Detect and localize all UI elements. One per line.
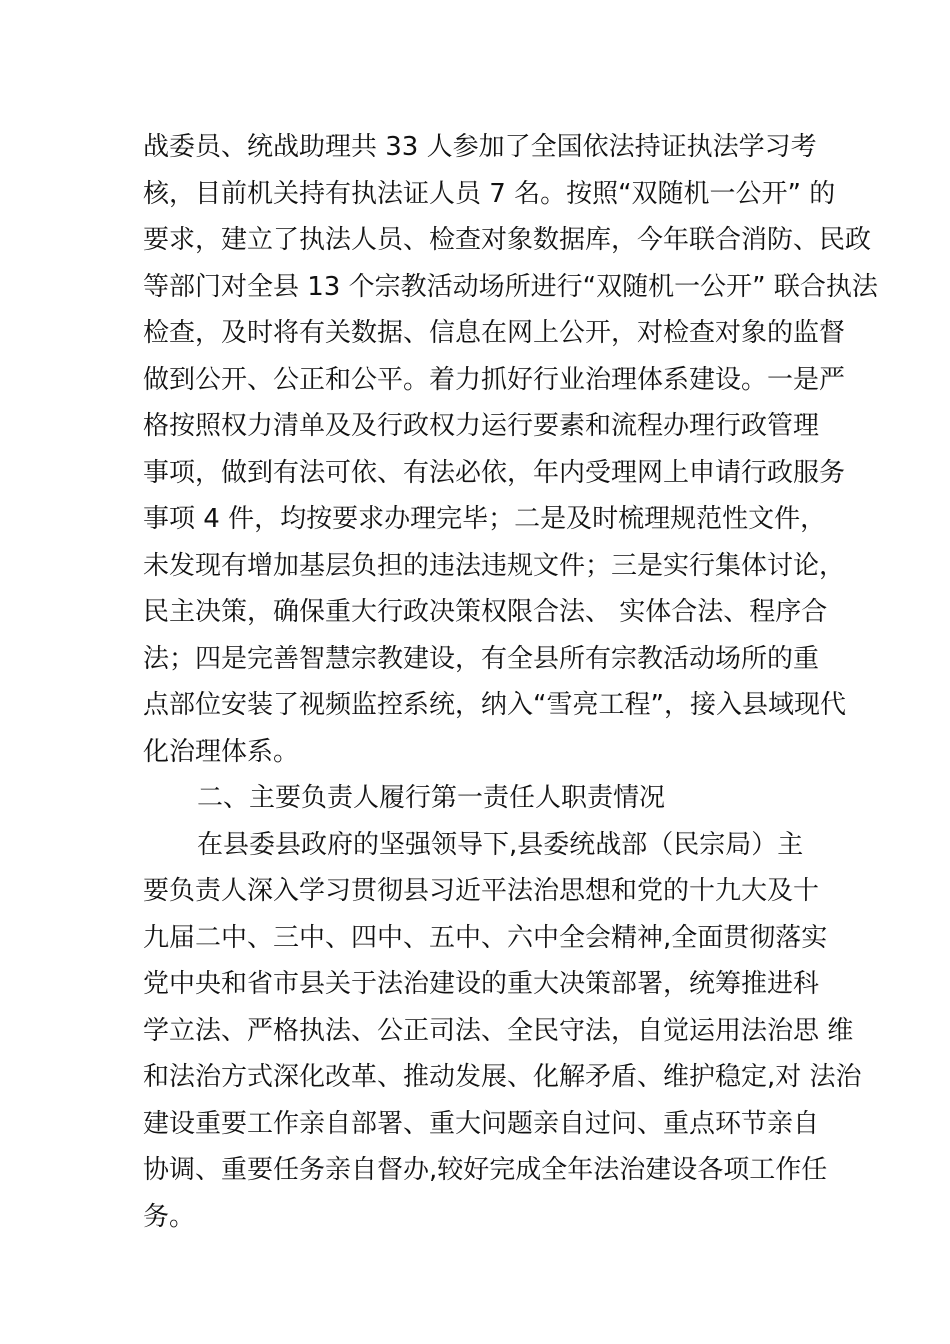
text-line: 检查，及时将有关数据、信息在网上公开，对检查对象的监督 xyxy=(143,318,846,348)
text-line: 战委员、统战助理共 33 人参加了全国依法持证执法学习考 xyxy=(143,132,817,162)
text-line: 事项 4 件，均按要求办理完毕；二是及时梳理规范性文件， xyxy=(143,504,827,534)
text-line: 党中央和省市县关于法治建设的重大决策部署，统筹推进科 xyxy=(143,969,820,999)
text-line: 核，目前机关持有执法证人员 7 名。按照“双随机一公开” 的 xyxy=(143,178,836,209)
text-line: 九届二中、三中、四中、五中、六中全会精神,全面贯彻落实 xyxy=(143,922,828,953)
text-line: 格按照权力清单及及行政权力运行要素和流程办理行政管理 xyxy=(143,411,820,441)
text-line: 法；四是完善智慧宗教建设，有全县所有宗教活动场所的重 xyxy=(143,643,820,674)
text-line: 和法治方式深化改革、推动发展、化解矛盾、维护稳定,对 法治 xyxy=(143,1062,862,1092)
text-line: 要求，建立了执法人员、检查对象数据库，今年联合消防、民政 xyxy=(143,225,872,255)
text-line: 协调、重要任务亲自督办,较好完成全年法治建设各项工作任 xyxy=(143,1155,828,1185)
text-line: 点部位安装了视频监控系统，纳入“雪亮工程”，接入县域现代 xyxy=(143,690,846,720)
text-line: 学立法、严格执法、公正司法、全民守法，自觉运用法治思 维 xyxy=(143,1015,854,1046)
paragraph-first-line: 在县委县政府的坚强领导下,县委统战部（民宗局）主 xyxy=(197,829,804,860)
text-line: 未发现有增加基层负担的违法违规文件；三是实行集体讨论， xyxy=(143,550,846,581)
text-line: 民主决策，确保重大行政决策权限合法、 实体合法、程序合 xyxy=(143,597,828,627)
text-line: 要负责人深入学习贯彻县习近平法治思想和党的十九大及十 xyxy=(143,876,820,906)
section-heading: 二、主要负责人履行第一责任人职责情况 xyxy=(197,783,666,813)
text-line: 建设重要工作亲自部署、重大问题亲自过问、重点环节亲自 xyxy=(143,1108,820,1139)
text-line: 等部门对全县 13 个宗教活动场所进行“双随机一公开” 联合执法 xyxy=(143,271,878,302)
text-line: 化治理体系。 xyxy=(143,736,300,767)
text-line: 做到公开、公正和公平。着力抓好行业治理体系建设。一是严 xyxy=(143,364,846,395)
document-body xyxy=(143,124,878,1240)
text-line: 务。 xyxy=(143,1201,196,1232)
text-line: 事项，做到有法可依、有法必依，年内受理网上申请行政服务 xyxy=(143,457,846,488)
